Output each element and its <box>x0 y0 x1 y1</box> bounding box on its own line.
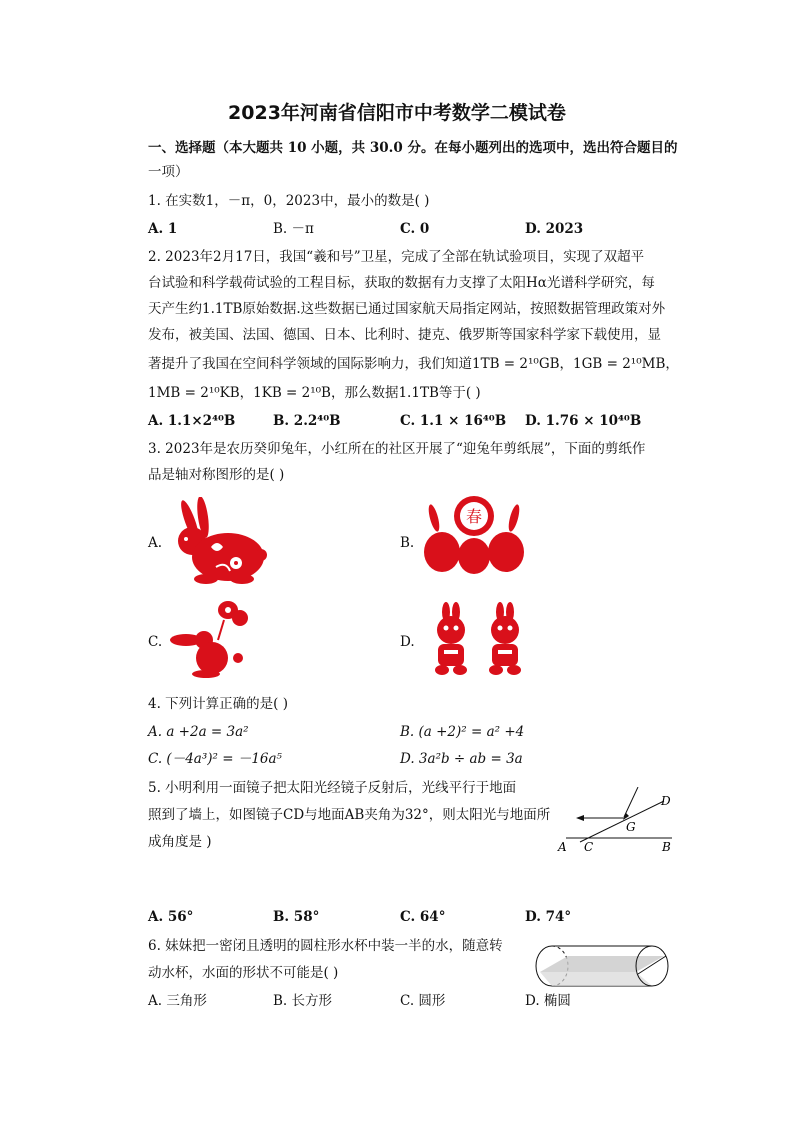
q5-line-1: 5. 小明利用一面镜子把太阳光经镜子反射后，光线平行于地面 <box>148 780 517 796</box>
q5-option-b: B. 58° <box>273 909 320 925</box>
q6-line-1: 6. 妹妹把一密闭且透明的圆柱形水杯中装一半的水，随意转 <box>148 938 503 954</box>
q2-option-d: D. 1.76 × 10⁴⁰B <box>525 413 642 429</box>
label-a: A <box>558 840 567 854</box>
q6-option-d: D. 椭圆 <box>525 993 571 1009</box>
q2-line-6: 1MB = 2¹⁰KB，1KB = 2¹⁰B，那么数据1.1TB等于( ) <box>148 385 481 401</box>
label-d: D <box>661 794 671 808</box>
q2-line-2: 台试验和科学载荷试验的工程目标，获取的数据有力支撑了太阳Hα光谱科学研究，每 <box>148 275 655 291</box>
q1-option-d: D. 2023 <box>525 221 584 237</box>
q3-label-a: A. <box>148 535 163 551</box>
cylinder-cup-diagram <box>530 940 674 992</box>
q3-label-b: B. <box>400 535 415 551</box>
section-header-line2: 一项） <box>148 164 189 180</box>
q4-option-b: B. (a +2)² = a² +4 <box>400 724 525 740</box>
q6-option-a: A. 三角形 <box>148 993 207 1009</box>
papercut-rabbit-image <box>166 497 268 585</box>
section-header-line1: 一、选择题（本大题共 10 小题，共 30.0 分。在每小题列出的选项中，选出符合题目的 <box>148 140 678 156</box>
q3-label-c: C. <box>148 634 163 650</box>
papercut-rabbit-butterfly-image <box>168 598 252 678</box>
spring-character: 春 <box>465 507 483 526</box>
q4-option-a: A. a +2a = 3a² <box>148 724 249 740</box>
q1-option-a: A. 1 <box>148 221 178 237</box>
q2-option-b: B. 2.2⁴⁰B <box>273 413 341 429</box>
q2-option-c: C. 1.1 × 16⁴⁰B <box>400 413 507 429</box>
label-c: C <box>584 840 594 854</box>
q6-line-2: 动水杯，水面的形状不可能是( ) <box>148 965 339 981</box>
q6-option-c: C. 圆形 <box>400 993 446 1009</box>
q5-option-d: D. 74° <box>525 909 572 925</box>
q5-option-a: A. 56° <box>148 909 194 925</box>
q2-line-1: 2. 2023年2月17日，我国“羲和号”卫星，完成了全部在轨试验项目，实现了双超平 <box>148 249 645 265</box>
label-g: G <box>626 820 636 834</box>
q4-option-c: C. (－4a³)² = －16a⁵ <box>148 751 282 767</box>
q1-stem: 1. 在实数1，－π，0，2023中，最小的数是( ) <box>148 193 430 209</box>
label-b: B <box>662 840 671 854</box>
papercut-twin-rabbits-image <box>424 602 532 678</box>
q2-option-a: A. 1.1×2⁴⁰B <box>148 413 236 429</box>
q1-option-c: C. 0 <box>400 221 430 237</box>
q2-line-5: 著提升了我国在空间科学领域的国际影响力，我们知道1TB = 2¹⁰GB，1GB = 2¹⁰MB， <box>148 356 679 372</box>
q3-line-2: 品是轴对称图形的是( ) <box>148 467 285 483</box>
q3-label-d: D. <box>400 634 415 650</box>
q4-stem: 4. 下列计算正确的是( ) <box>148 696 288 712</box>
mirror-reflection-diagram <box>552 787 680 857</box>
q5-option-c: C. 64° <box>400 909 446 925</box>
q2-line-4: 发布，被美国、法国、德国、日本、比利时、捷克、俄罗斯等国家科学家下载使用，显 <box>148 327 661 343</box>
q2-line-3: 天产生约1.1TB原始数据.这些数据已通过国家航天局指定网站，按照数据管理政策对外 <box>148 301 666 317</box>
page-title: 2023年河南省信阳市中考数学二模试卷 <box>228 102 566 124</box>
papercut-spring-rabbits-image <box>420 494 528 578</box>
q6-option-b: B. 长方形 <box>273 993 333 1009</box>
q1-option-b: B. －π <box>273 221 314 237</box>
q3-line-1: 3. 2023年是农历癸卯兔年，小红所在的社区开展了“迎兔年剪纸展”，下面的剪纸作 <box>148 441 646 457</box>
q5-line-2: 照到了墙上，如图镜子CD与地面AB夹角为32°，则太阳光与地面所 <box>148 807 551 823</box>
q4-option-d: D. 3a²b ÷ ab = 3a <box>400 751 523 767</box>
q5-line-3: 成角度是 ) <box>148 834 212 850</box>
